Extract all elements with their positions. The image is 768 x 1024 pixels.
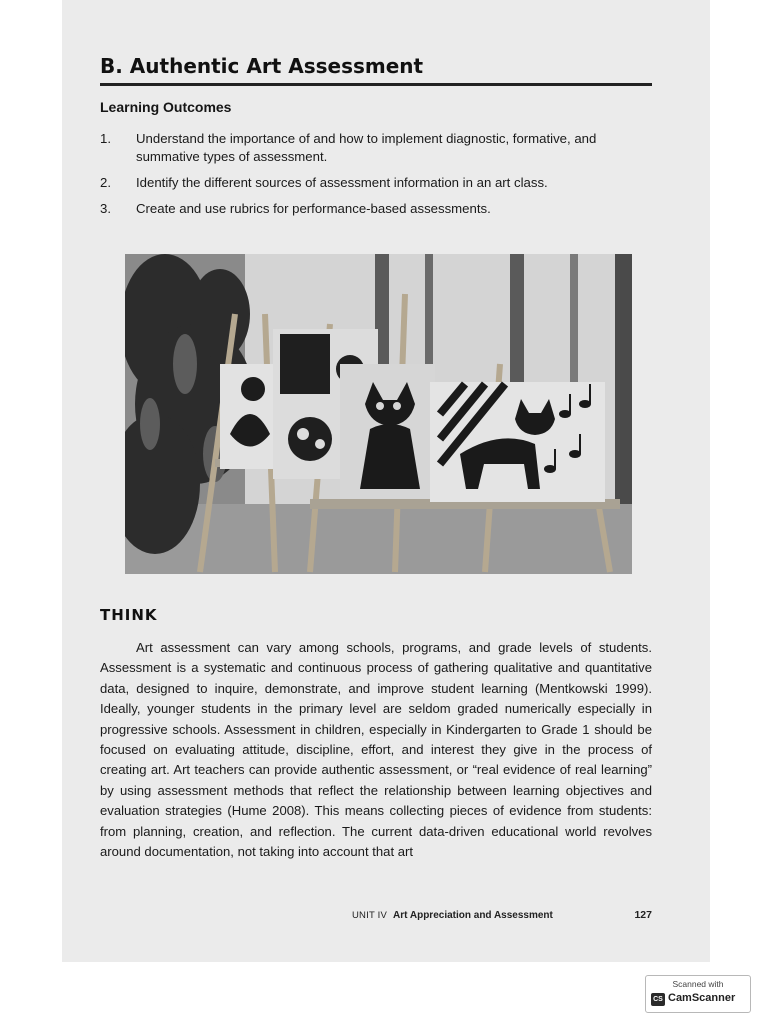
learning-outcomes-list xyxy=(100,130,655,226)
think-heading: THINK xyxy=(100,606,158,624)
page-footer xyxy=(352,909,652,921)
learning-outcomes-heading: Learning Outcomes xyxy=(100,99,232,115)
easel-paintings-photo xyxy=(125,254,632,574)
outcome-item xyxy=(100,174,655,192)
page-number: 127 xyxy=(634,909,652,921)
footer-subject: Art Appreciation and Assessment xyxy=(393,910,553,921)
camscanner-logo-icon: CS xyxy=(651,993,665,1006)
outcome-number: 1. xyxy=(100,131,111,146)
outcome-number: 3. xyxy=(100,201,111,216)
photo-illustration xyxy=(125,254,632,574)
outcome-item xyxy=(100,200,655,218)
camscanner-watermark xyxy=(645,975,751,1013)
footer-unit: UNIT IV xyxy=(352,910,388,921)
title-rule xyxy=(100,83,652,86)
watermark-brand: CamScanner xyxy=(668,992,736,1004)
outcome-text: Create and use rubrics for performance-based assessments. xyxy=(136,201,491,216)
outcome-item xyxy=(100,130,655,166)
watermark-caption: Scanned with xyxy=(672,979,724,989)
outcome-text: Understand the importance of and how to implement diagnostic, formative, and summative types of assessment. xyxy=(136,131,597,164)
think-paragraph: Art assessment can vary among schools, programs, and grade levels of students. Assessment is a systematic and continuous process of gathering qualitative and quantitative data, designed to inquire, demonstrate, and improve student learning (Mentkowski 1999). Ideally, younger students in the primary level are seldom graded numerically especially in progressive schools. Assessment in children, especially in Kindergarten to Grade 1 should be focused on evaluating attitude, discipline, effort, and interest they give in the process of creating art. Art teachers can provide authentic assessment, or “real evidence of real learning” by using assessment methods that reflect the relationship between learning objectives and evaluation strategies (Hume 2008). This means collecting pieces of evidence from students: from planning, creation, and reflection. The current data-driven educational world revolves around documentation, not taking into account that art xyxy=(100,640,652,860)
outcome-number: 2. xyxy=(100,175,111,190)
outcome-text: Identify the different sources of assessment information in an art class. xyxy=(136,175,548,190)
section-title: B. Authentic Art Assessment xyxy=(100,54,424,78)
